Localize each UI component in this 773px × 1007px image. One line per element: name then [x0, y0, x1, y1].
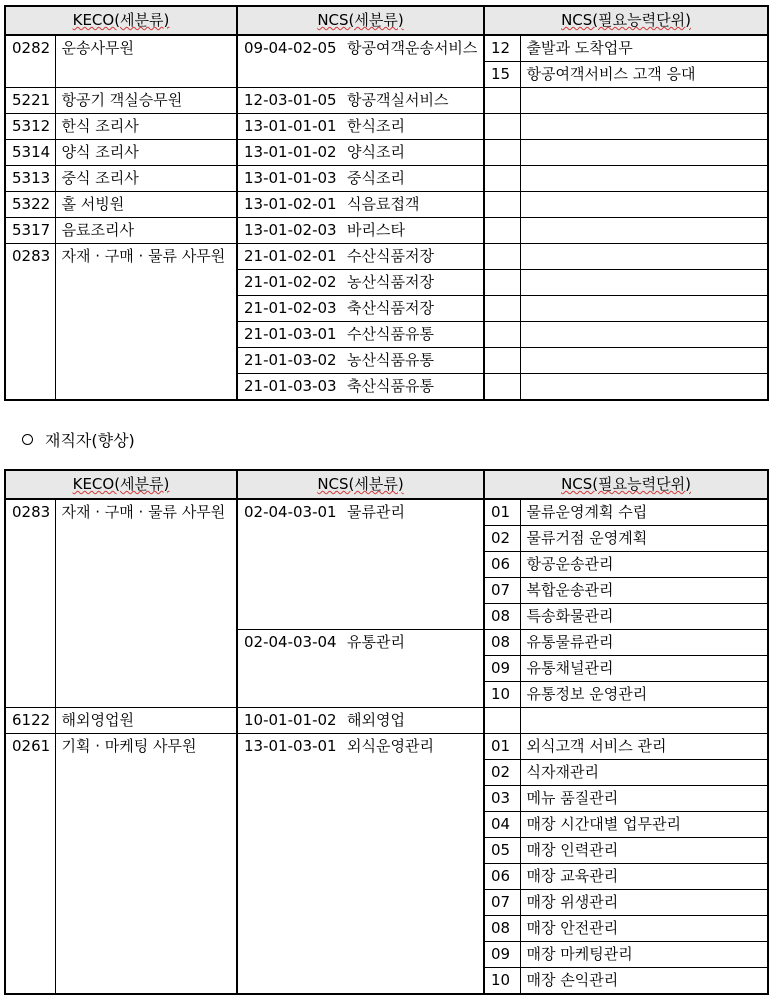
- unit-number: 08: [484, 630, 520, 656]
- unit-name: 외식고객 서비스 관리: [520, 734, 768, 760]
- unit-number: [484, 270, 520, 296]
- table-row: [5, 499, 768, 526]
- ncs-code: 09-04-02-05: [237, 35, 341, 88]
- keco-ncs-table-new: [4, 5, 769, 401]
- unit-number: 04: [484, 812, 520, 838]
- ncs-code: 13-01-01-01: [237, 114, 341, 140]
- ncs-code: 13-01-03-01: [237, 734, 341, 995]
- column-header: [237, 6, 484, 35]
- keco-ncs-table-incumbent: [4, 469, 769, 995]
- column-header-label: NCS(필요능력단위): [561, 475, 691, 493]
- unit-name: 출발과 도착업무: [520, 35, 768, 62]
- table-header: [5, 470, 768, 499]
- unit-name: 식자재관리: [520, 760, 768, 786]
- unit-number: 01: [484, 499, 520, 526]
- unit-number: [484, 296, 520, 322]
- ncs-code: 21-01-02-01: [237, 244, 341, 270]
- ncs-code: 13-01-01-03: [237, 166, 341, 192]
- keco-name: 기획 · 마케팅 사무원: [55, 734, 237, 995]
- unit-number: 07: [484, 890, 520, 916]
- unit-number: 15: [484, 62, 520, 88]
- unit-number: 06: [484, 552, 520, 578]
- unit-name: [520, 270, 768, 296]
- circle-bullet-icon: [22, 434, 33, 445]
- table-row: [5, 192, 768, 218]
- unit-number: [484, 348, 520, 374]
- ncs-name: 수산식품유통: [341, 322, 484, 348]
- table-row: [5, 166, 768, 192]
- section-bullet-label: 재직자(향상): [45, 431, 135, 450]
- column-header-label: NCS(세분류): [317, 475, 404, 493]
- unit-name: [520, 218, 768, 244]
- keco-code: 5313: [5, 166, 55, 192]
- keco-name: 항공기 객실승무원: [55, 88, 237, 114]
- table-header: [5, 6, 768, 35]
- unit-name: [520, 708, 768, 734]
- ncs-code: 10-01-01-02: [237, 708, 341, 734]
- unit-number: [484, 88, 520, 114]
- ncs-code: 21-01-03-03: [237, 374, 341, 401]
- column-header-label: NCS(세분류): [317, 11, 404, 29]
- unit-name: [520, 192, 768, 218]
- keco-name: 중식 조리사: [55, 166, 237, 192]
- table-row: [5, 88, 768, 114]
- ncs-code: 13-01-02-03: [237, 218, 341, 244]
- ncs-name: 항공객실서비스: [341, 88, 484, 114]
- keco-code: 0261: [5, 734, 55, 995]
- column-header: [5, 470, 237, 499]
- ncs-name: 바리스타: [341, 218, 484, 244]
- unit-number: 06: [484, 864, 520, 890]
- ncs-name: 축산식품저장: [341, 296, 484, 322]
- table-row: [5, 35, 768, 62]
- column-header: [484, 470, 768, 499]
- column-header: [237, 470, 484, 499]
- ncs-code: 02-04-03-01: [237, 499, 341, 630]
- unit-number: [484, 140, 520, 166]
- unit-number: 02: [484, 760, 520, 786]
- unit-name: [520, 374, 768, 401]
- ncs-name: 식음료접객: [341, 192, 484, 218]
- ncs-name: 외식운영관리: [341, 734, 484, 995]
- ncs-name: 해외영업: [341, 708, 484, 734]
- unit-number: 08: [484, 916, 520, 942]
- ncs-name: 항공여객운송서비스: [341, 35, 484, 88]
- column-header: [484, 6, 768, 35]
- ncs-code: 13-01-01-02: [237, 140, 341, 166]
- keco-code: 0283: [5, 244, 55, 401]
- keco-code: 5322: [5, 192, 55, 218]
- unit-number: 01: [484, 734, 520, 760]
- keco-code: 0283: [5, 499, 55, 708]
- unit-name: 메뉴 품질관리: [520, 786, 768, 812]
- column-header-label: KECO(세분류): [72, 475, 170, 493]
- section-bullet: [22, 428, 135, 451]
- unit-number: [484, 192, 520, 218]
- ncs-name: 중식조리: [341, 166, 484, 192]
- ncs-name: 농산식품저장: [341, 270, 484, 296]
- ncs-name: 물류관리: [341, 499, 484, 630]
- ncs-name: 수산식품저장: [341, 244, 484, 270]
- table-row: [5, 708, 768, 734]
- unit-number: [484, 708, 520, 734]
- table-row: [5, 114, 768, 140]
- keco-code: 6122: [5, 708, 55, 734]
- ncs-name: 농산식품유통: [341, 348, 484, 374]
- unit-number: [484, 114, 520, 140]
- keco-name: 자재 · 구매 · 물류 사무원: [55, 499, 237, 708]
- unit-name: 유통물류관리: [520, 630, 768, 656]
- unit-number: [484, 166, 520, 192]
- unit-name: 매장 마케팅관리: [520, 942, 768, 968]
- unit-name: 물류거점 운영계획: [520, 526, 768, 552]
- unit-name: [520, 296, 768, 322]
- keco-code: 5221: [5, 88, 55, 114]
- ncs-code: 21-01-02-02: [237, 270, 341, 296]
- unit-name: 항공여객서비스 고객 응대: [520, 62, 768, 88]
- unit-name: [520, 322, 768, 348]
- unit-number: 10: [484, 968, 520, 995]
- unit-name: 유통정보 운영관리: [520, 682, 768, 708]
- unit-number: 05: [484, 838, 520, 864]
- ncs-name: 양식조리: [341, 140, 484, 166]
- unit-name: 매장 위생관리: [520, 890, 768, 916]
- unit-name: 매장 시간대별 업무관리: [520, 812, 768, 838]
- keco-name: 양식 조리사: [55, 140, 237, 166]
- unit-number: 09: [484, 942, 520, 968]
- unit-name: 복합운송관리: [520, 578, 768, 604]
- ncs-code: 21-01-02-03: [237, 296, 341, 322]
- ncs-code: 12-03-01-05: [237, 88, 341, 114]
- unit-name: 매장 안전관리: [520, 916, 768, 942]
- keco-code: 5314: [5, 140, 55, 166]
- unit-number: [484, 374, 520, 401]
- column-header-label: KECO(세분류): [72, 11, 170, 29]
- keco-code: 0282: [5, 35, 55, 88]
- unit-name: 매장 인력관리: [520, 838, 768, 864]
- unit-number: 10: [484, 682, 520, 708]
- keco-name: 해외영업원: [55, 708, 237, 734]
- unit-number: [484, 322, 520, 348]
- ncs-name: 한식조리: [341, 114, 484, 140]
- unit-name: 매장 손익관리: [520, 968, 768, 995]
- table-row: [5, 734, 768, 760]
- unit-name: [520, 166, 768, 192]
- column-header-label: NCS(필요능력단위): [561, 11, 691, 29]
- unit-name: [520, 140, 768, 166]
- table-row: [5, 218, 768, 244]
- unit-name: 매장 교육관리: [520, 864, 768, 890]
- unit-number: 08: [484, 604, 520, 630]
- ncs-code: 13-01-02-01: [237, 192, 341, 218]
- keco-name: 한식 조리사: [55, 114, 237, 140]
- unit-number: 09: [484, 656, 520, 682]
- unit-number: 12: [484, 35, 520, 62]
- ncs-name: 축산식품유통: [341, 374, 484, 401]
- table-row: [5, 140, 768, 166]
- unit-name: 물류운영계획 수립: [520, 499, 768, 526]
- unit-name: 유통채널관리: [520, 656, 768, 682]
- unit-name: [520, 114, 768, 140]
- unit-name: 특송화물관리: [520, 604, 768, 630]
- unit-name: 항공운송관리: [520, 552, 768, 578]
- unit-number: [484, 244, 520, 270]
- keco-name: 운송사무원: [55, 35, 237, 88]
- unit-number: [484, 218, 520, 244]
- keco-name: 자재 · 구매 · 물류 사무원: [55, 244, 237, 401]
- table-row: [5, 244, 768, 270]
- unit-number: 02: [484, 526, 520, 552]
- ncs-code: 21-01-03-02: [237, 348, 341, 374]
- keco-name: 음료조리사: [55, 218, 237, 244]
- column-header: [5, 6, 237, 35]
- unit-name: [520, 244, 768, 270]
- ncs-code: 21-01-03-01: [237, 322, 341, 348]
- keco-name: 홀 서빙원: [55, 192, 237, 218]
- unit-name: [520, 348, 768, 374]
- unit-number: 03: [484, 786, 520, 812]
- ncs-name: 유통관리: [341, 630, 484, 708]
- keco-code: 5312: [5, 114, 55, 140]
- keco-code: 5317: [5, 218, 55, 244]
- unit-name: [520, 88, 768, 114]
- ncs-code: 02-04-03-04: [237, 630, 341, 708]
- unit-number: 07: [484, 578, 520, 604]
